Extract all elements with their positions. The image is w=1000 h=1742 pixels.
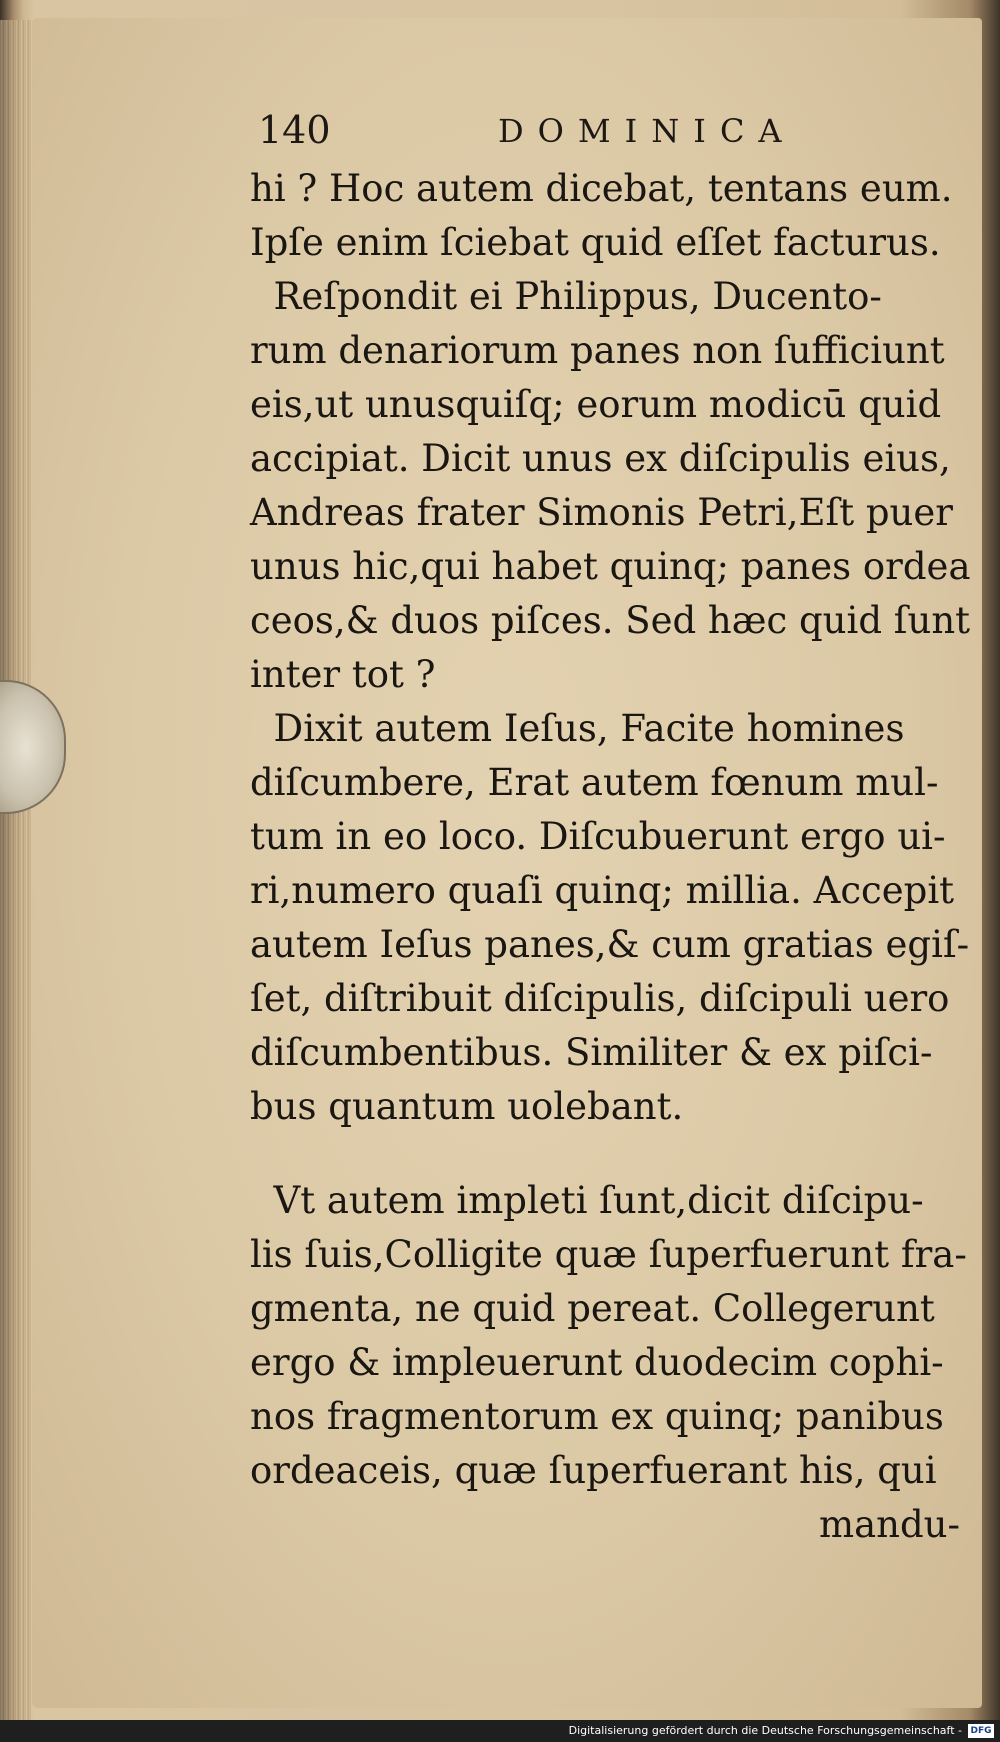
text-line: gmenta, ne quid pereat. Collegerunt [250,1287,935,1330]
text-line: nos fragmentorum ex quinq; panibus [250,1395,944,1438]
text-line: inter tot ? [250,653,436,696]
page-edges [0,20,32,1720]
text-line: Ipſe enim ſciebat quid eſſet facturus. [250,221,941,264]
catchword: mandu- [819,1503,960,1546]
text-line: ordeaceis, quæ ſuperfuerant his, qui [250,1449,937,1492]
text-line: rum denariorum panes non ſufficiunt [250,329,945,372]
text-line: ſet, diſtribuit diſcipulis, diſcipuli uero [250,977,950,1020]
text-line: autem Ieſus panes,& cum gratias egiſ- [250,923,970,966]
text-line: Dixit autem Ieſus, Facite homines [250,707,905,750]
text-line: eis,ut unusquiſq; eorum modicū quid [250,383,942,426]
body-text [250,162,980,1552]
text-line: bus quantum uolebant. [250,1085,684,1128]
text-line: ergo & impleuerunt duodecim cophi- [250,1341,944,1384]
text-line: Reſpondit ei Philippus, Ducento- [250,275,882,318]
page-header [258,108,958,158]
text-line: unus hic,qui habet quinq; panes ordea [250,545,971,588]
text-line: Andreas frater Simonis Petri,Eſt puer [250,491,953,534]
dfg-logo: DFG [968,1724,994,1738]
text-line: accipiat. Dicit unus ex diſcipulis eius, [250,437,951,480]
text-line: tum in eo loco. Diſcubuerunt ergo ui- [250,815,946,858]
text-line: lis ſuis,Colligite quæ ſuperfuerunt fra- [250,1233,967,1276]
text-line: diſcumbentibus. Similiter & ex piſci- [250,1031,933,1074]
page-number: 140 [258,108,331,152]
text-line: ri,numero quaſi quinq; millia. Accepit [250,869,955,912]
paragraph-gap [250,1134,980,1174]
text-line: diſcumbere, Erat autem fœnum mul- [250,761,939,804]
text-line: Vt autem impleti ſunt,dicit diſcipu- [250,1179,924,1222]
text-line: ceos,& duos piſces. Sed hæc quid ſunt [250,599,971,642]
funding-credit: Digitalisierung gefördert durch die Deutsche Forschungsgemeinschaft - [568,1724,962,1737]
running-head: DOMINICA [498,112,796,150]
text-line: hi ? Hoc autem dicebat, tentans eum. [250,167,953,210]
